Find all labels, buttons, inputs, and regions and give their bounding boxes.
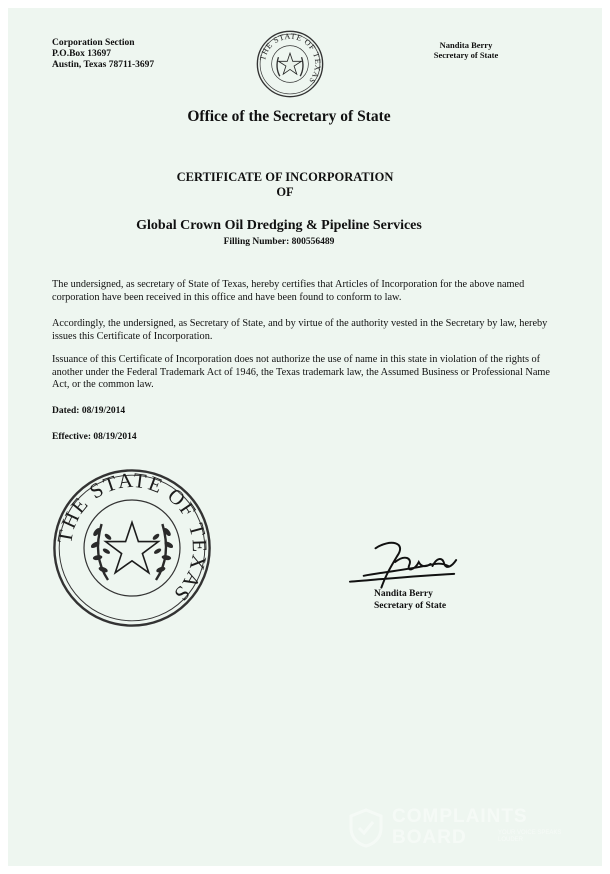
company-name: Global Crown Oil Dredging & Pipeline Services bbox=[136, 218, 422, 233]
olive-branch-icon bbox=[90, 524, 113, 580]
seal-text: THE STATE OF TEXAS bbox=[53, 468, 211, 607]
watermark bbox=[348, 806, 563, 850]
certificate-title-line2: OF bbox=[276, 185, 294, 199]
certificate-page bbox=[8, 8, 602, 866]
watermark-tagline: YOUR VOICE SPEAKS LOUDER bbox=[498, 830, 562, 843]
watermark-line2: BOARD bbox=[392, 827, 467, 848]
signature bbox=[346, 536, 464, 592]
signature-block bbox=[374, 588, 446, 612]
address-line: Corporation Section bbox=[52, 38, 135, 48]
signer-title: Secretary of State bbox=[374, 601, 447, 611]
paragraph-certification: The undersigned, as secretary of State of Texas, hereby certifies that Articles of Incorporation for the above named corporation have been received in this office and have been found to conform to law. bbox=[52, 279, 525, 303]
watermark-line1: COMPLAINTS bbox=[392, 806, 528, 827]
certificate-title-line1: CERTIFICATE OF INCORPORATION bbox=[176, 170, 394, 184]
certificate-title bbox=[8, 170, 562, 200]
office-title: Office of the Secretary of State bbox=[187, 108, 391, 125]
paragraph-issuance: Accordingly, the undersigned, as Secretary of State, and by virtue of the authority vested in the Secretary by law, hereby issues this Certificate of Incorporation. bbox=[52, 318, 548, 342]
filing-number: Filling Number: 800556489 bbox=[223, 237, 335, 247]
shield-icon bbox=[348, 808, 384, 848]
address-line: P.O.Box 13697 bbox=[52, 49, 112, 59]
star-icon bbox=[106, 522, 159, 572]
seal-text: THE STATE OF TEXAS bbox=[258, 31, 323, 86]
state-seal-large bbox=[52, 468, 212, 628]
paragraph-disclaimer: Issuance of this Certificate of Incorporation does not authorize the use of name in this state in violation of the rights of another under the Federal Trademark Act of 1946, the Texas trademark law, the Assumed Business or Professional Name Act, or the common law. bbox=[52, 354, 550, 390]
live-oak-branch-icon bbox=[152, 524, 175, 580]
address-line: Austin, Texas 78711-3697 bbox=[52, 60, 155, 70]
secretary-name: Nandita Berry bbox=[439, 40, 493, 50]
secretary-title: Secretary of State bbox=[433, 50, 499, 60]
state-seal-small bbox=[256, 30, 324, 98]
signer-name: Nandita Berry bbox=[374, 589, 433, 599]
star-icon bbox=[278, 53, 301, 74]
return-address bbox=[52, 38, 154, 71]
secretary-header bbox=[408, 40, 524, 60]
effective-line: Effective: 08/19/2014 bbox=[52, 432, 137, 442]
dated-line: Dated: 08/19/2014 bbox=[52, 406, 126, 416]
